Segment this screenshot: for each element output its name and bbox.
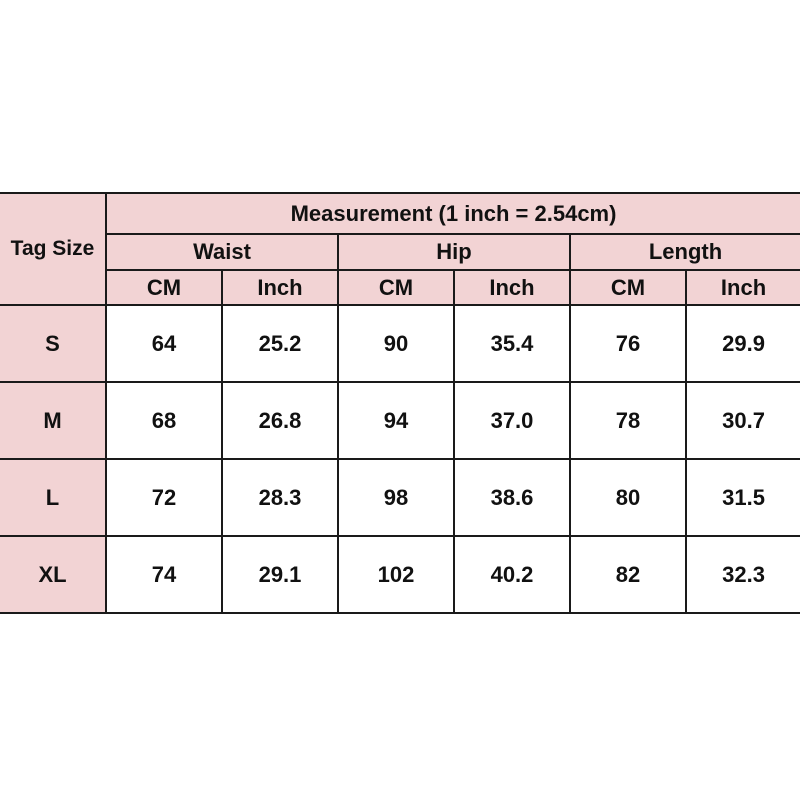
- table-cell: 72: [106, 459, 222, 536]
- table-cell: 29.1: [222, 536, 338, 613]
- table-cell: 68: [106, 382, 222, 459]
- size-label: M: [0, 382, 106, 459]
- table-cell: 30.7: [686, 382, 800, 459]
- table-cell: 76: [570, 305, 686, 382]
- table-cell: 74: [106, 536, 222, 613]
- table-cell: 35.4: [454, 305, 570, 382]
- table-cell: 28.3: [222, 459, 338, 536]
- hip-cm-header: CM: [338, 270, 454, 305]
- table-cell: 25.2: [222, 305, 338, 382]
- table-cell: 80: [570, 459, 686, 536]
- table-row: [0, 382, 800, 459]
- table-cell: 94: [338, 382, 454, 459]
- table-cell: 98: [338, 459, 454, 536]
- hip-inch-header: Inch: [454, 270, 570, 305]
- waist-inch-header: Inch: [222, 270, 338, 305]
- table-cell: 29.9: [686, 305, 800, 382]
- table-cell: 82: [570, 536, 686, 613]
- table-row: [0, 459, 800, 536]
- size-chart-table: [0, 192, 800, 614]
- table-cell: 90: [338, 305, 454, 382]
- table-cell: 37.0: [454, 382, 570, 459]
- table-cell: 38.6: [454, 459, 570, 536]
- tag-size-header: Tag Size: [0, 193, 106, 305]
- header-row-groups: [0, 234, 800, 270]
- table-cell: 78: [570, 382, 686, 459]
- hip-header: Hip: [338, 234, 570, 270]
- table-cell: 64: [106, 305, 222, 382]
- table-row: [0, 305, 800, 382]
- header-row-measurement: [0, 193, 800, 234]
- table-cell: 32.3: [686, 536, 800, 613]
- size-label: L: [0, 459, 106, 536]
- size-label: S: [0, 305, 106, 382]
- table-row: [0, 536, 800, 613]
- waist-header: Waist: [106, 234, 338, 270]
- table-cell: 31.5: [686, 459, 800, 536]
- table-cell: 102: [338, 536, 454, 613]
- measurement-header: Measurement (1 inch = 2.54cm): [106, 193, 800, 234]
- length-header: Length: [570, 234, 800, 270]
- waist-cm-header: CM: [106, 270, 222, 305]
- table-cell: 26.8: [222, 382, 338, 459]
- length-cm-header: CM: [570, 270, 686, 305]
- header-row-units: [0, 270, 800, 305]
- length-inch-header: Inch: [686, 270, 800, 305]
- table-cell: 40.2: [454, 536, 570, 613]
- size-label: XL: [0, 536, 106, 613]
